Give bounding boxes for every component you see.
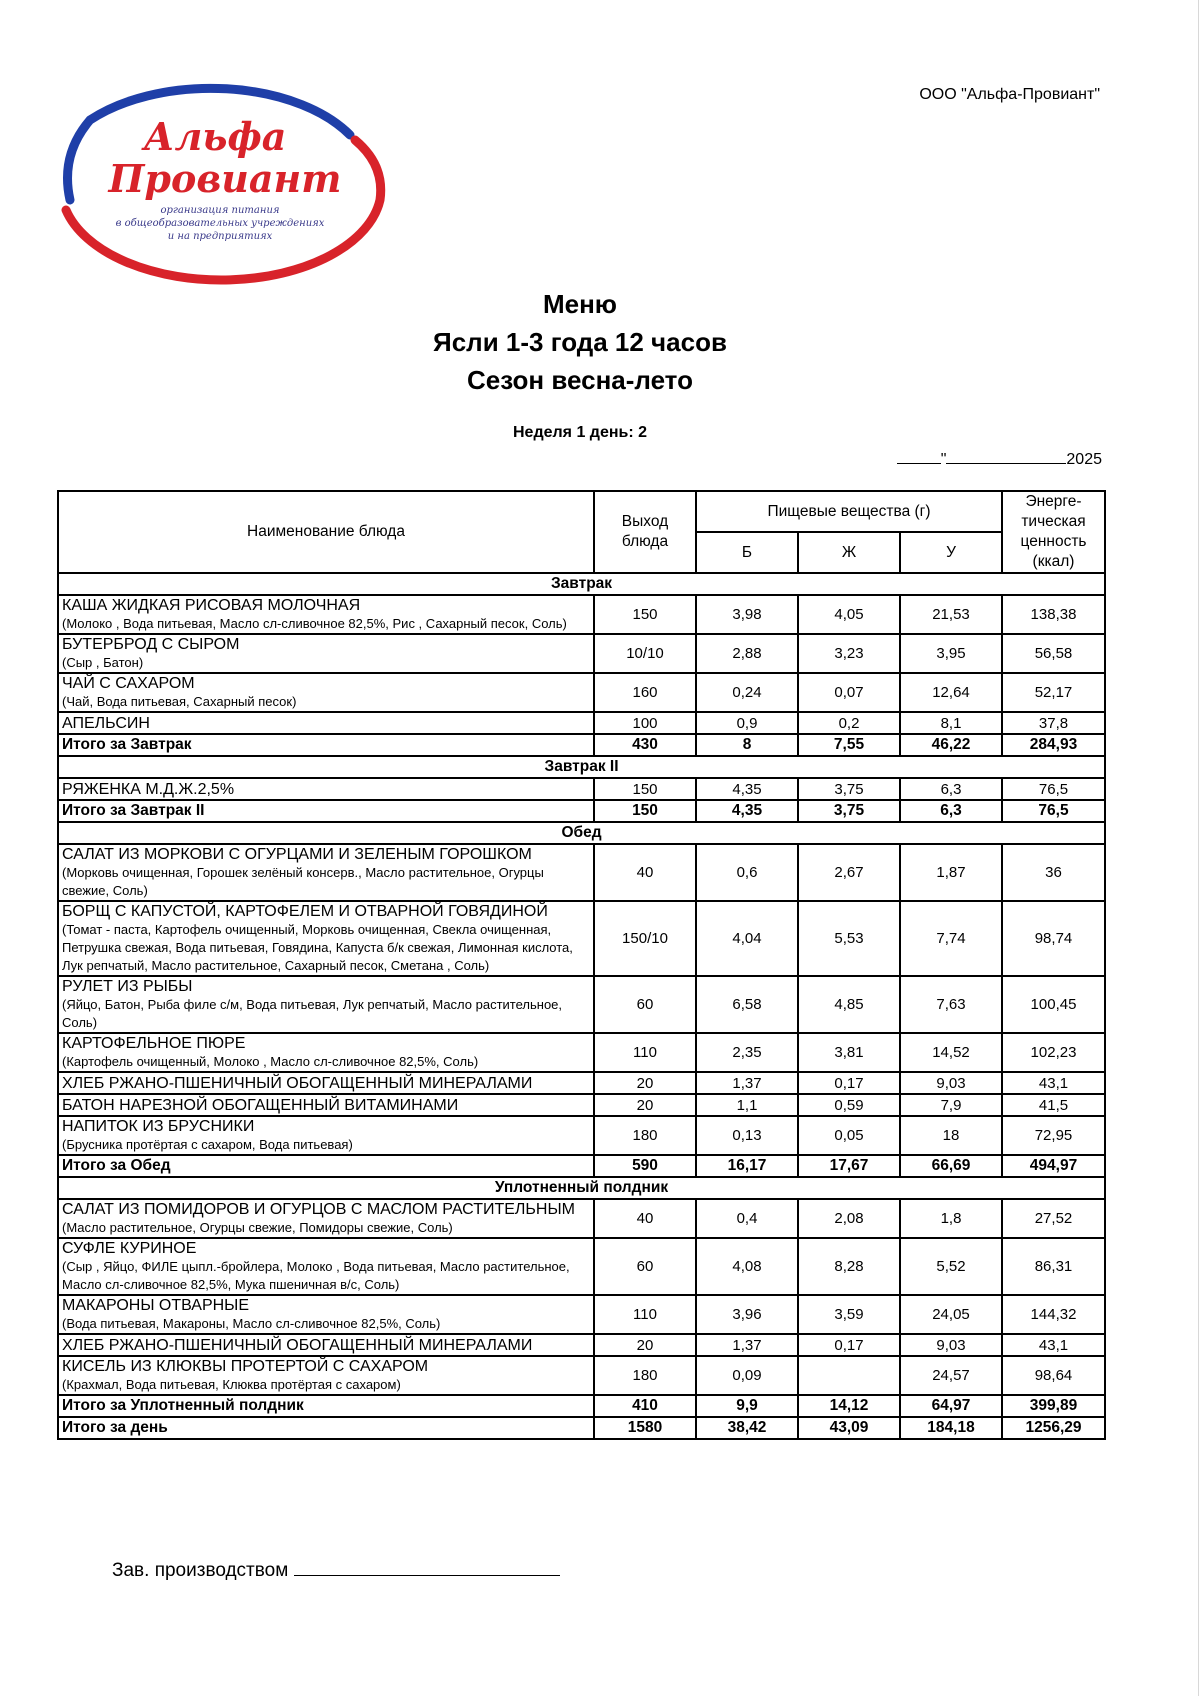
section-header-row — [58, 822, 1105, 844]
dish-u: 9,03 — [900, 1334, 1002, 1356]
dish-u: 1,87 — [900, 844, 1002, 901]
dish-b: 4,08 — [696, 1238, 798, 1295]
dish-name: БУТЕРБРОД С СЫРОМ — [62, 636, 240, 653]
dish-cell — [58, 1072, 594, 1094]
total-output: 410 — [594, 1395, 696, 1417]
dish-u: 18 — [900, 1116, 1002, 1155]
dish-b: 1,37 — [696, 1072, 798, 1094]
dish-output: 160 — [594, 673, 696, 712]
dish-ingredients: (Яйцо, Батон, Рыба филе с/м, Вода питьевая, Лук репчатый, Масло растительное, Соль) — [62, 997, 563, 1030]
dish-u: 24,57 — [900, 1356, 1002, 1395]
dish-kcal: 102,23 — [1002, 1033, 1105, 1072]
dish-zh: 0,17 — [798, 1334, 900, 1356]
total-b: 16,17 — [696, 1155, 798, 1177]
dish-cell — [58, 1116, 594, 1155]
dish-zh: 0,59 — [798, 1094, 900, 1116]
dish-kcal: 72,95 — [1002, 1116, 1105, 1155]
date-quote: " — [940, 451, 947, 468]
header-nutrients: Пищевые вещества (г) — [696, 491, 1002, 532]
dish-cell — [58, 595, 594, 634]
dish-kcal: 43,1 — [1002, 1334, 1105, 1356]
dish-output: 110 — [594, 1295, 696, 1334]
dish-cell — [58, 901, 594, 976]
dish-name: КАША ЖИДКАЯ РИСОВАЯ МОЛОЧНАЯ — [62, 597, 361, 614]
dish-b: 0,4 — [696, 1199, 798, 1238]
dish-cell — [58, 1238, 594, 1295]
signature-line — [294, 1561, 560, 1576]
dish-kcal: 138,38 — [1002, 595, 1105, 634]
dish-kcal: 36 — [1002, 844, 1105, 901]
dish-kcal: 52,17 — [1002, 673, 1105, 712]
dish-ingredients: (Молоко , Вода питьевая, Масло сл-сливочное 82,5%, Рис , Сахарный песок, Соль) — [62, 616, 567, 631]
menu-body — [58, 573, 1105, 1439]
dish-zh: 5,53 — [798, 901, 900, 976]
dish-name: САЛАТ ИЗ МОРКОВИ С ОГУРЦАМИ И ЗЕЛЕНЫМ ГОРОШКОМ — [62, 846, 532, 863]
dish-ingredients: (Крахмал, Вода питьевая, Клюква протёртая с сахаром) — [62, 1377, 401, 1392]
dish-row — [58, 1033, 1105, 1072]
section-total-row — [58, 1395, 1105, 1417]
date-year: 2025 — [1066, 451, 1102, 468]
dish-name: АПЕЛЬСИН — [62, 714, 150, 732]
total-b: 9,9 — [696, 1395, 798, 1417]
dish-u: 7,74 — [900, 901, 1002, 976]
total-u: 66,69 — [900, 1155, 1002, 1177]
dish-name: САЛАТ ИЗ ПОМИДОРОВ И ОГУРЦОВ С МАСЛОМ РАСТИТЕЛЬНЫМ — [62, 1201, 575, 1218]
dish-output: 180 — [594, 1116, 696, 1155]
dish-u: 9,03 — [900, 1072, 1002, 1094]
dish-u: 7,63 — [900, 976, 1002, 1033]
dish-output: 20 — [594, 1072, 696, 1094]
total-label: Итого за Завтрак II — [58, 800, 594, 822]
dish-row — [58, 844, 1105, 901]
dish-b: 0,6 — [696, 844, 798, 901]
dish-ingredients: (Чай, Вода питьевая, Сахарный песок) — [62, 694, 297, 709]
dish-ingredients: (Картофель очищенный, Молоко , Масло сл-сливочное 82,5%, Соль) — [62, 1054, 479, 1069]
header-fat: Ж — [798, 532, 900, 573]
total-label: Итого за Уплотненный полдник — [58, 1395, 594, 1417]
dish-kcal: 98,64 — [1002, 1356, 1105, 1395]
dish-kcal: 56,58 — [1002, 634, 1105, 673]
dish-zh — [798, 1356, 900, 1395]
dish-name: КАРТОФЕЛЬНОЕ ПЮРЕ — [62, 1035, 246, 1052]
dish-ingredients: (Брусника протёртая с сахаром, Вода питьевая) — [62, 1137, 353, 1152]
dish-output: 20 — [594, 1334, 696, 1356]
dish-name: НАПИТОК ИЗ БРУСНИКИ — [62, 1118, 255, 1135]
dish-b: 1,37 — [696, 1334, 798, 1356]
dish-b: 4,35 — [696, 778, 798, 800]
total-zh: 7,55 — [798, 734, 900, 756]
dish-b: 6,58 — [696, 976, 798, 1033]
total-output: 590 — [594, 1155, 696, 1177]
page-title — [250, 285, 910, 399]
dish-output: 60 — [594, 1238, 696, 1295]
dish-b: 0,09 — [696, 1356, 798, 1395]
dish-cell — [58, 1199, 594, 1238]
dish-cell — [58, 1033, 594, 1072]
dish-b: 3,98 — [696, 595, 798, 634]
dish-kcal: 27,52 — [1002, 1199, 1105, 1238]
dish-zh: 0,17 — [798, 1072, 900, 1094]
date-day-blank — [897, 447, 941, 464]
dish-zh: 0,05 — [798, 1116, 900, 1155]
dish-cell — [58, 778, 594, 800]
header-output: Выход блюда — [594, 491, 696, 573]
dish-b: 1,1 — [696, 1094, 798, 1116]
total-output: 430 — [594, 734, 696, 756]
dish-row — [58, 1116, 1105, 1155]
dish-u: 7,9 — [900, 1094, 1002, 1116]
date-field — [880, 447, 1102, 469]
section-header-row — [58, 756, 1105, 778]
total-zh: 17,67 — [798, 1155, 900, 1177]
dish-u: 12,64 — [900, 673, 1002, 712]
dish-u: 1,8 — [900, 1199, 1002, 1238]
dish-cell — [58, 1295, 594, 1334]
total-u: 46,22 — [900, 734, 1002, 756]
section-title: Завтрак — [58, 573, 1105, 595]
dish-row — [58, 1356, 1105, 1395]
dish-row — [58, 595, 1105, 634]
day-total-output: 1580 — [594, 1417, 696, 1439]
section-title: Завтрак II — [58, 756, 1105, 778]
section-total-row — [58, 800, 1105, 822]
dish-u: 6,3 — [900, 778, 1002, 800]
total-u: 6,3 — [900, 800, 1002, 822]
header-protein: Б — [696, 532, 798, 573]
dish-output: 40 — [594, 1199, 696, 1238]
alfa-proviant-logo — [50, 80, 390, 290]
dish-output: 180 — [594, 1356, 696, 1395]
total-b: 4,35 — [696, 800, 798, 822]
dish-ingredients: (Томат - паста, Картофель очищенный, Морковь очищенная, Свекла очищенная, Петрушка свежая, Вода питьевая, Говядина, Капуста б/к свежая, Лимонная кислота, Лук репчатый, Масло растительное, Сахарный песок, Сметана , Соль) — [62, 922, 573, 973]
dish-b: 2,88 — [696, 634, 798, 673]
dish-output: 40 — [594, 844, 696, 901]
dish-ingredients: (Сыр , Батон) — [62, 655, 144, 670]
dish-name: РЯЖЕНКА М.Д.Ж.2,5% — [62, 780, 235, 798]
dish-zh: 0,07 — [798, 673, 900, 712]
dish-output: 150 — [594, 778, 696, 800]
day-total-b: 38,42 — [696, 1417, 798, 1439]
dish-b: 0,24 — [696, 673, 798, 712]
dish-name: РУЛЕТ ИЗ РЫБЫ — [62, 978, 193, 995]
dish-zh: 3,75 — [798, 778, 900, 800]
dish-cell — [58, 634, 594, 673]
dish-cell — [58, 712, 594, 734]
dish-zh: 2,67 — [798, 844, 900, 901]
dish-b: 3,96 — [696, 1295, 798, 1334]
dish-u: 21,53 — [900, 595, 1002, 634]
section-total-row — [58, 734, 1105, 756]
dish-row — [58, 1238, 1105, 1295]
dish-kcal: 37,8 — [1002, 712, 1105, 734]
dish-row — [58, 673, 1105, 712]
logo-word-2: Провиант — [108, 156, 342, 201]
dish-kcal: 86,31 — [1002, 1238, 1105, 1295]
dish-output: 20 — [594, 1094, 696, 1116]
dish-cell — [58, 1356, 594, 1395]
day-total-row — [58, 1417, 1105, 1439]
day-total-zh: 43,09 — [798, 1417, 900, 1439]
title-menu: Меню — [542, 289, 618, 319]
title-season: Сезон весна-лето — [467, 365, 693, 395]
dish-b: 0,13 — [696, 1116, 798, 1155]
total-kcal: 284,93 — [1002, 734, 1105, 756]
dish-kcal: 43,1 — [1002, 1072, 1105, 1094]
section-header-row — [58, 573, 1105, 595]
dish-row — [58, 778, 1105, 800]
dish-name: СУФЛЕ КУРИНОЕ — [62, 1240, 197, 1257]
header-carbs: У — [900, 532, 1002, 573]
dish-ingredients: (Вода питьевая, Макароны, Масло сл-сливочное 82,5%, Соль) — [62, 1316, 441, 1331]
dish-cell — [58, 976, 594, 1033]
total-kcal: 399,89 — [1002, 1395, 1105, 1417]
dish-output: 110 — [594, 1033, 696, 1072]
dish-kcal: 41,5 — [1002, 1094, 1105, 1116]
header-dish-name: Наименование блюда — [58, 491, 594, 573]
section-title: Обед — [58, 822, 1105, 844]
dish-u: 8,1 — [900, 712, 1002, 734]
dish-u: 14,52 — [900, 1033, 1002, 1072]
dish-output: 10/10 — [594, 634, 696, 673]
dish-cell — [58, 1334, 594, 1356]
dish-output: 150/10 — [594, 901, 696, 976]
date-month-blank — [946, 447, 1066, 464]
section-header-row — [58, 1177, 1105, 1199]
dish-name: ЧАЙ С САХАРОМ — [62, 675, 195, 692]
dish-cell — [58, 1094, 594, 1116]
day-total-kcal: 1256,29 — [1002, 1417, 1105, 1439]
dish-row — [58, 1334, 1105, 1356]
total-output: 150 — [594, 800, 696, 822]
dish-cell — [58, 844, 594, 901]
dish-output: 100 — [594, 712, 696, 734]
dish-kcal: 144,32 — [1002, 1295, 1105, 1334]
dish-name: КИСЕЛЬ ИЗ КЛЮКВЫ ПРОТЕРТОЙ С САХАРОМ — [62, 1358, 429, 1375]
dish-b: 0,9 — [696, 712, 798, 734]
logo-word-1: Альфа — [143, 114, 287, 159]
logo-subtitle-3: и на предприятиях — [167, 231, 273, 242]
dish-name: БАТОН НАРЕЗНОЙ ОБОГАЩЕННЫЙ ВИТАМИНАМИ — [62, 1096, 459, 1114]
day-total-u: 184,18 — [900, 1417, 1002, 1439]
dish-row — [58, 1295, 1105, 1334]
dish-zh: 4,85 — [798, 976, 900, 1033]
dish-row — [58, 976, 1105, 1033]
dish-ingredients: (Сыр , Яйцо, ФИЛЕ цыпл.-бройлера, Молоко , Вода питьевая, Масло растительное, Масло сл-сливочное 82,5%, Мука пшеничная в/с, Соль) — [62, 1259, 570, 1292]
dish-zh: 3,59 — [798, 1295, 900, 1334]
dish-u: 24,05 — [900, 1295, 1002, 1334]
dish-ingredients: (Морковь очищенная, Горошек зелёный консерв., Масло растительное, Огурцы свежие, Соль) — [62, 865, 544, 898]
dish-name: БОРЩ С КАПУСТОЙ, КАРТОФЕЛЕМ И ОТВАРНОЙ ГОВЯДИНОЙ — [62, 903, 548, 920]
dish-row — [58, 1199, 1105, 1238]
header-energy: Энерге-тическая ценность (ккал) — [1002, 491, 1105, 573]
dish-zh: 2,08 — [798, 1199, 900, 1238]
total-b: 8 — [696, 734, 798, 756]
dish-kcal: 98,74 — [1002, 901, 1105, 976]
dish-u: 3,95 — [900, 634, 1002, 673]
dish-name: ХЛЕБ РЖАНО-ПШЕНИЧНЫЙ ОБОГАЩЕННЫЙ МИНЕРАЛАМИ — [62, 1336, 533, 1354]
dish-name: МАКАРОНЫ ОТВАРНЫЕ — [62, 1297, 250, 1314]
logo-subtitle-2: в общеобразовательных учреждениях — [115, 218, 325, 229]
section-total-row — [58, 1155, 1105, 1177]
dish-row — [58, 712, 1105, 734]
dish-zh: 8,28 — [798, 1238, 900, 1295]
dish-row — [58, 1094, 1105, 1116]
dish-output: 150 — [594, 595, 696, 634]
dish-b: 4,04 — [696, 901, 798, 976]
total-kcal: 494,97 — [1002, 1155, 1105, 1177]
total-label: Итого за Обед — [58, 1155, 594, 1177]
total-zh: 3,75 — [798, 800, 900, 822]
logo-subtitle-1: организация питания — [160, 205, 280, 216]
dish-zh: 4,05 — [798, 595, 900, 634]
dish-zh: 0,2 — [798, 712, 900, 734]
dish-kcal: 76,5 — [1002, 778, 1105, 800]
day-total-label: Итого за день — [58, 1417, 594, 1439]
dish-name: ХЛЕБ РЖАНО-ПШЕНИЧНЫЙ ОБОГАЩЕННЫЙ МИНЕРАЛАМИ — [62, 1074, 533, 1092]
signature-label: Зав. производством — [112, 1560, 289, 1581]
week-day-label: Неделя 1 день: 2 — [512, 424, 648, 441]
dish-output: 60 — [594, 976, 696, 1033]
signature-block — [112, 1560, 560, 1582]
dish-zh: 3,23 — [798, 634, 900, 673]
dish-row — [58, 901, 1105, 976]
dish-row — [58, 634, 1105, 673]
title-group: Ясли 1-3 года 12 часов — [433, 327, 727, 357]
total-u: 64,97 — [900, 1395, 1002, 1417]
dish-u: 5,52 — [900, 1238, 1002, 1295]
dish-kcal: 100,45 — [1002, 976, 1105, 1033]
total-zh: 14,12 — [798, 1395, 900, 1417]
total-kcal: 76,5 — [1002, 800, 1105, 822]
total-label: Итого за Завтрак — [58, 734, 594, 756]
menu-table — [57, 490, 1106, 1440]
dish-zh: 3,81 — [798, 1033, 900, 1072]
dish-b: 2,35 — [696, 1033, 798, 1072]
dish-row — [58, 1072, 1105, 1094]
dish-ingredients: (Масло растительное, Огурцы свежие, Помидоры свежие, Соль) — [62, 1220, 453, 1235]
dish-cell — [58, 673, 594, 712]
section-title: Уплотненный полдник — [58, 1177, 1105, 1199]
company-name: ООО "Альфа-Провиант" — [919, 86, 1100, 103]
